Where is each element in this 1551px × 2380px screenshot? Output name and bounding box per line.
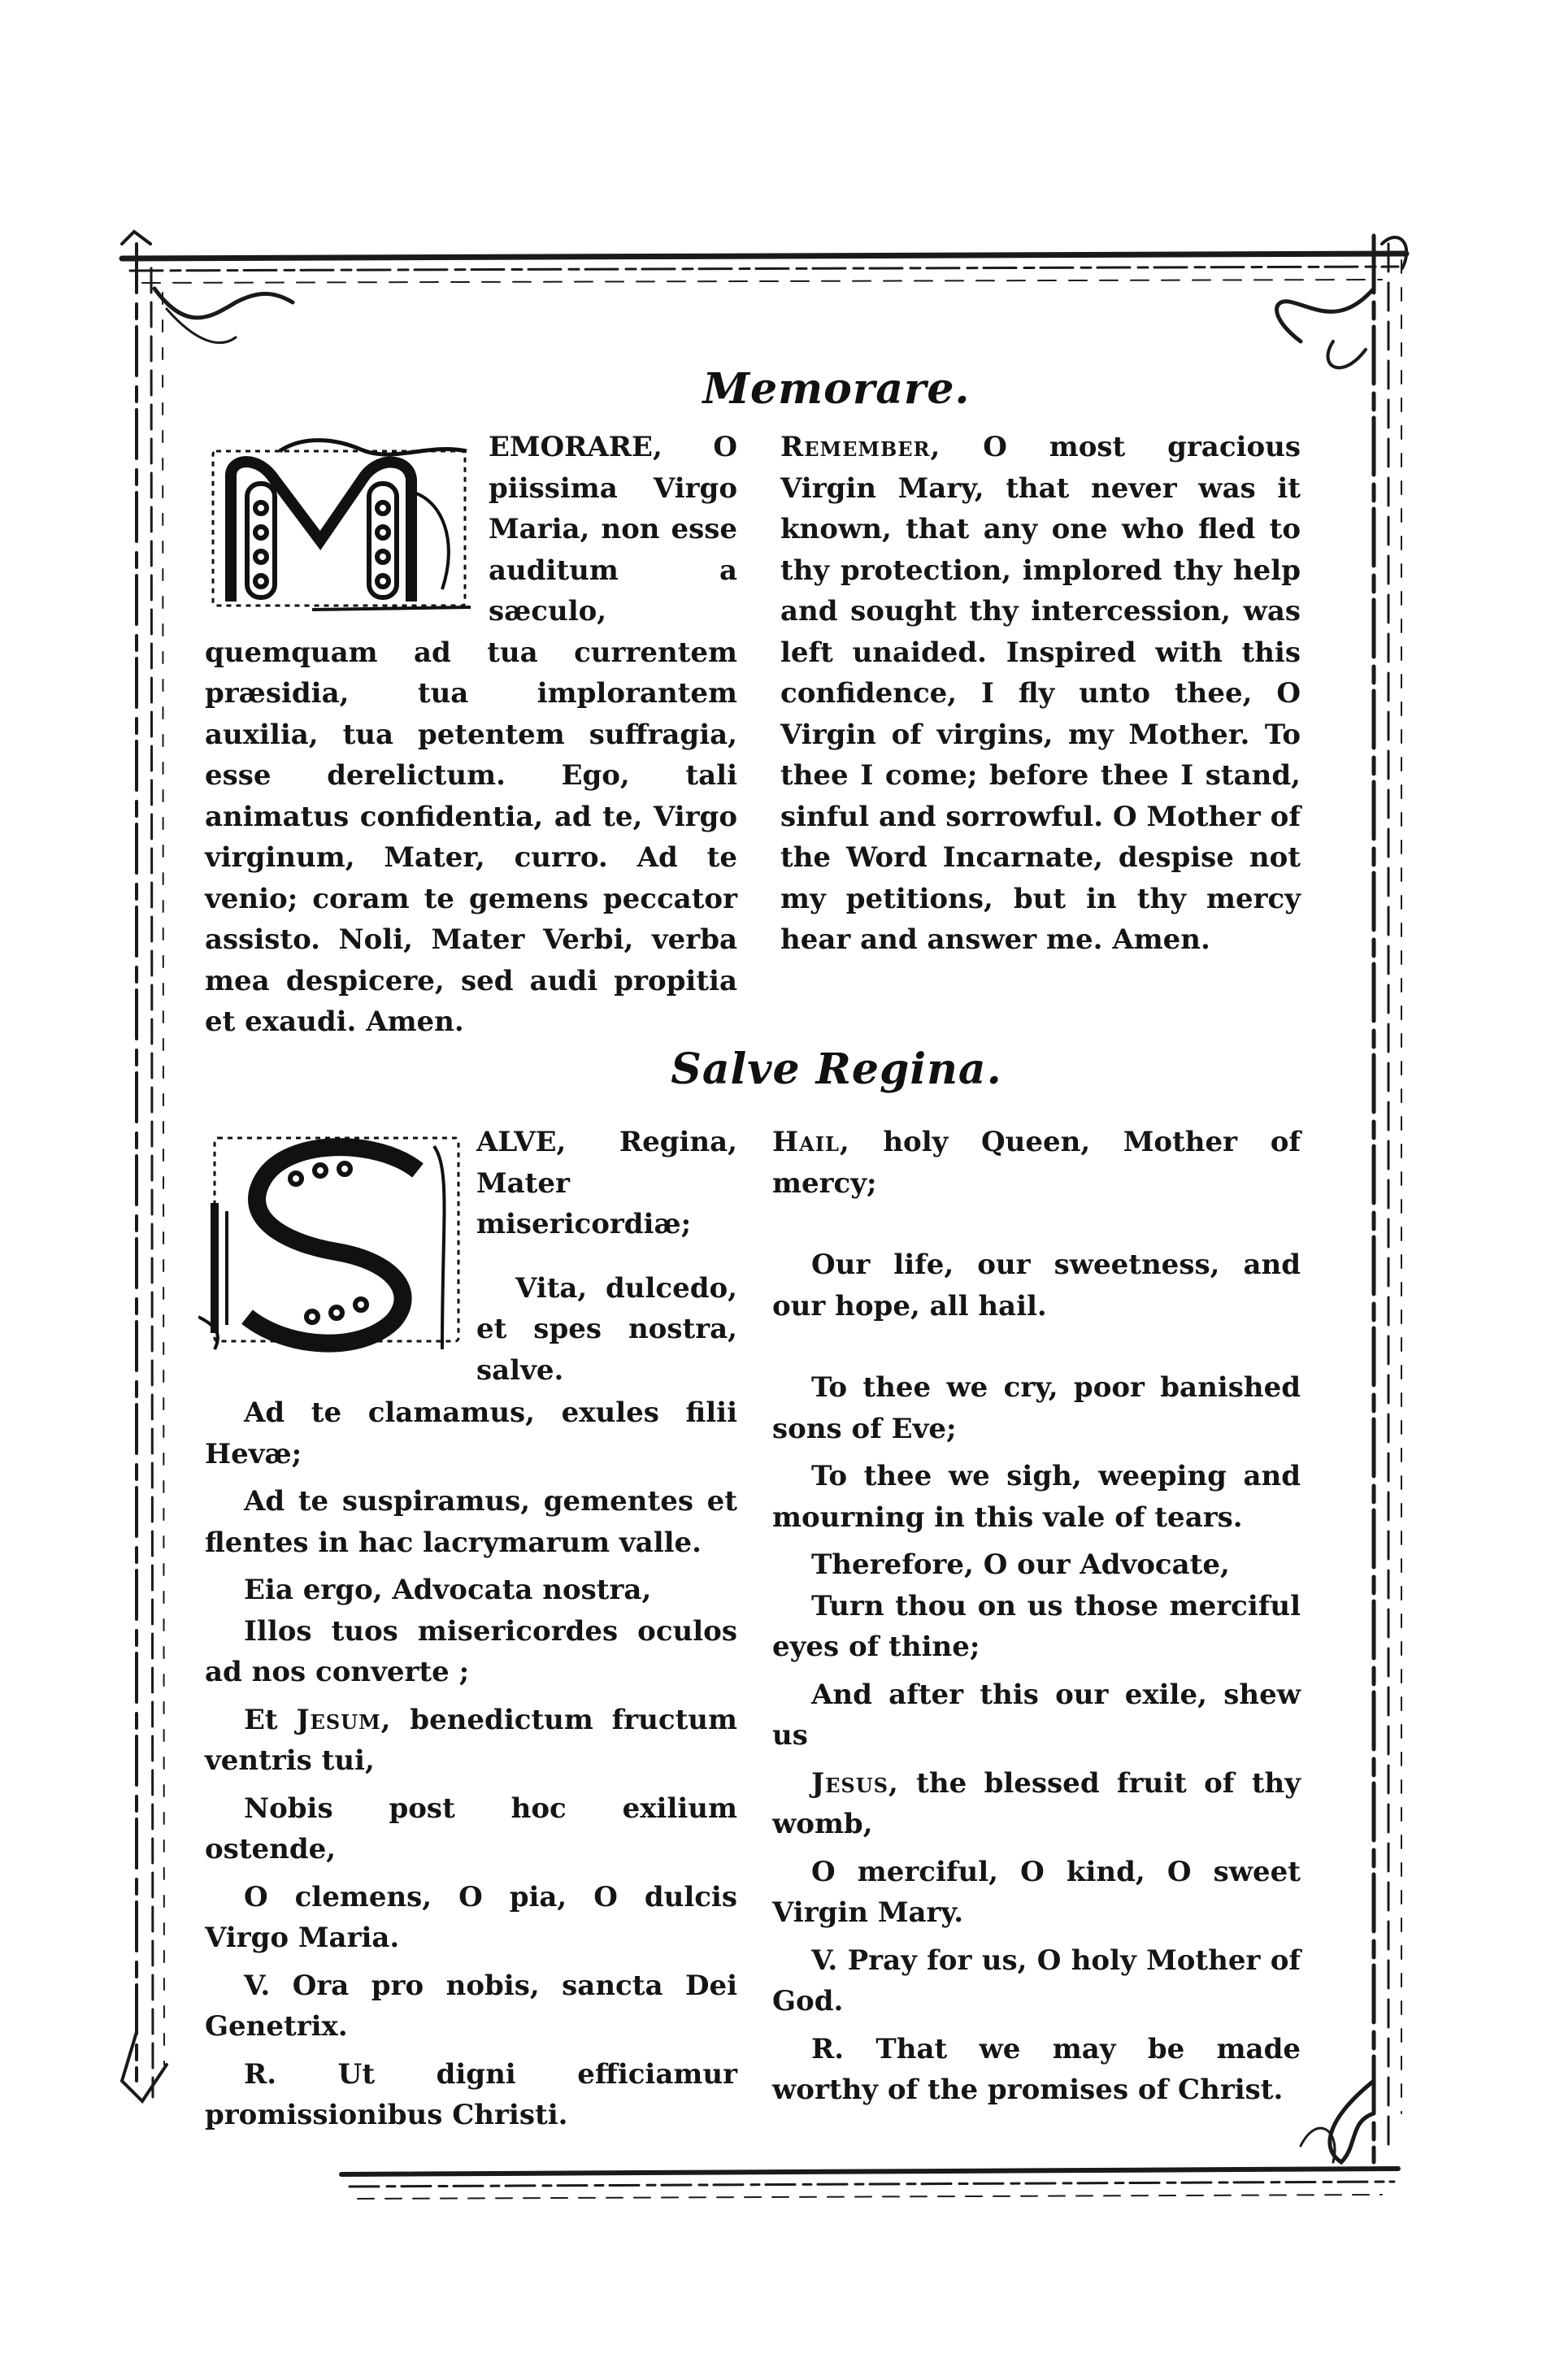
memorare-title: Memorare. xyxy=(702,364,971,414)
salve-latin-verse-1: ALVE, Regina, Mater misericordiæ; xyxy=(476,1126,737,1240)
salve-english-verse-6: Turn thou on us those merciful eyes of thine; xyxy=(772,1589,1301,1663)
salve-english-verse-2: Our life, our sweetness, and our hope, all hail. xyxy=(772,1249,1301,1322)
memorare-english-paragraph xyxy=(780,427,1301,961)
illuminated-m-icon xyxy=(198,427,479,614)
salve-english-verse-9: O merciful, O kind, O sweet Virgin Mary. xyxy=(772,1855,1301,1929)
salve-latin-verse-4: Ad te suspiramus, gementes et flentes in hac lacrymarum valle. xyxy=(205,1485,737,1559)
salve-latin-verse-5: Eia ergo, Advocata nostra, xyxy=(244,1574,652,1606)
salve-english-verse-1-text: holy Queen, Mother of mercy; xyxy=(772,1126,1301,1200)
salve-latin-column xyxy=(205,1122,737,2136)
salve-english-response: R. That we may be made worthy of the promises of Christ. xyxy=(772,2032,1301,2106)
salve-latin-versicle: V. Ora pro nobis, sancta Dei Genetrix. xyxy=(205,1969,737,2043)
salve-dropcap xyxy=(198,1122,467,1366)
salve-english-verse-5: Therefore, O our Advocate, xyxy=(811,1548,1230,1581)
salve-latin-verse-9: O clemens, O pia, O dulcis Virgo Maria. xyxy=(205,1880,737,1954)
salve-english-lead: Hail, xyxy=(772,1126,850,1158)
salve-english-verse-7: And after this our exile, shew us xyxy=(772,1678,1301,1752)
salve-latin-verse-6: Illos tuos misericordes oculos ad nos converte ; xyxy=(205,1614,737,1688)
illuminated-s-icon xyxy=(198,1122,467,1366)
salve-latin-verse-3: Ad te clamamus, exules filii Hevæ; xyxy=(205,1396,737,1470)
memorare-english-column xyxy=(780,427,1301,961)
salve-latin-verse-7 xyxy=(205,1700,737,1782)
salve-english-verse-4: To thee we sigh, weeping and mourning in this vale of tears. xyxy=(772,1460,1301,1534)
salve-english-jesus: Jesus, xyxy=(811,1766,899,1800)
salve-english-verse-1 xyxy=(772,1122,1301,1204)
salve-latin-jesum: Jesum, xyxy=(296,1703,392,1736)
salve-english-verse-8-text: the blessed fruit of thy womb, xyxy=(772,1766,1301,1840)
salve-latin-verse-8: Nobis post hoc exilium ostende, xyxy=(205,1792,737,1865)
salve-english-versicle: V. Pray for us, O holy Mother of God. xyxy=(772,1944,1301,2017)
salve-regina-title: Salve Regina. xyxy=(671,1045,1002,1094)
salve-latin-response: R. Ut digni efficiamur promissionibus Christi. xyxy=(205,2057,737,2131)
salve-latin-verse-7-end: benedictum fructum ventris tui, xyxy=(205,1703,738,1777)
salve-latin-verse-2: Vita, dulcedo, et spes nostra, salve. xyxy=(476,1271,737,1387)
memorare-dropcap xyxy=(198,427,479,614)
memorare-latin-text: EMORARE, O piissima Virgo Maria, non esse auditum a sæculo, quemquam ad tua currentem præsidia, tua implorantem auxilia, tua petentem suffragia, esse derelictum. Ego, tali animatus confidentia, ad te, Virgo virginum, Mater, curro. Ad te venio; coram te gemens peccator assisto. Noli, Mater Verbi, verba mea despicere, sed audi propitia et exaudi. Amen. xyxy=(205,431,737,1038)
salve-english-verse-8 xyxy=(772,1763,1301,1845)
memorare-latin-column xyxy=(205,427,737,1043)
salve-latin-verse-7-start: Et xyxy=(244,1703,278,1736)
memorare-english-lead: Remember, xyxy=(780,431,941,463)
salve-english-verse-3: To thee we cry, poor banished sons of Eve; xyxy=(772,1371,1301,1445)
salve-english-column xyxy=(772,1122,1301,2111)
memorare-english-text: O most gracious Virgin Mary, that never was it known, that any one who fled to thy protection, implored thy help and sought thy intercession, was left unaided. Inspired with this confidence, I fly unto thee, O Virgin of virgins, my Mother. To thee I come; before thee I stand, sinful and sorrowful. O Mother of the Word Incarnate, despise not my petitions, but in thy mercy hear and answer me. Amen. xyxy=(780,431,1301,956)
